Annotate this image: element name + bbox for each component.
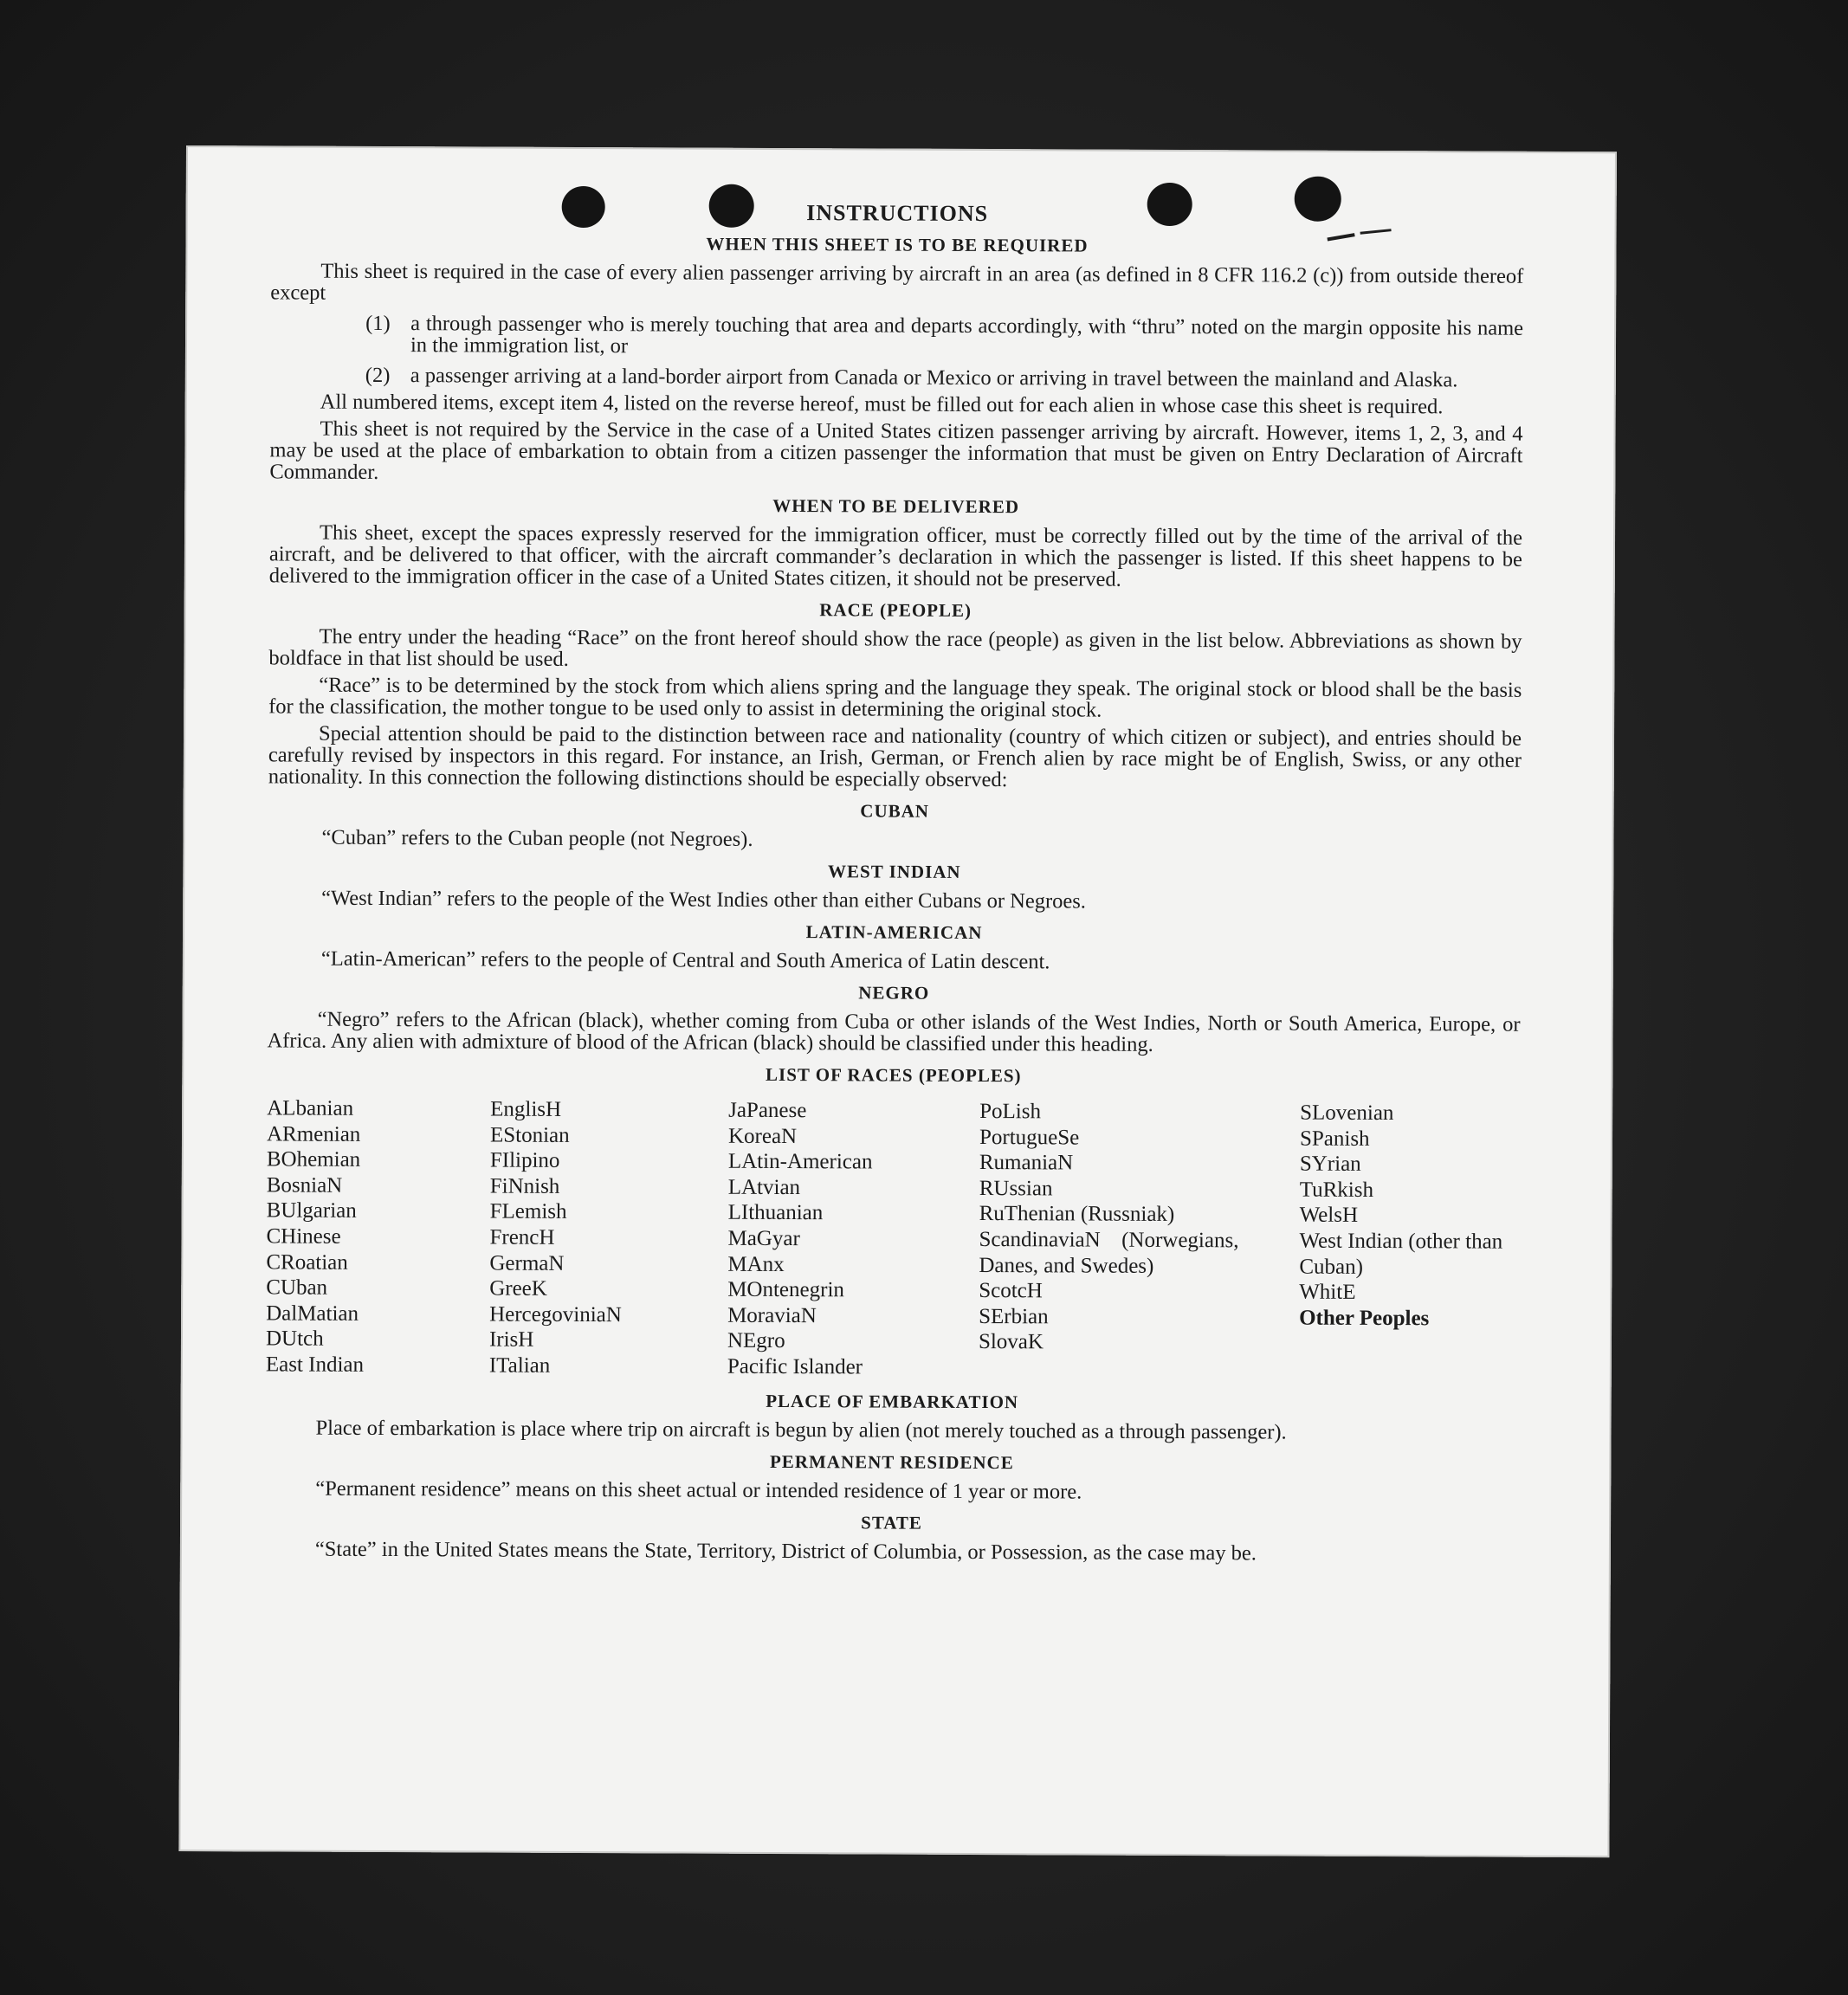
item-text: a passenger arriving at a land-border airport from Canada or Mexico or arriving in travel between the mainland and Alaska. (410, 364, 1458, 392)
paragraph: “Negro” refers to the African (black), whether coming from Cuba or other islands of the West Indies, North or South America, Europe, or Africa. Any alien with admixture of blood of the African (black) should be classified under this heading. (267, 1007, 1521, 1056)
races-column-2 (489, 1097, 728, 1380)
list-item (365, 313, 1523, 361)
race-entry: EStonian (489, 1123, 570, 1147)
race-entry: WhitE (1299, 1280, 1356, 1305)
paragraph: “West Indian” refers to the people of the West Indies other than either Cubans or Negroes. (321, 886, 1087, 914)
race-entry: JaPanese (728, 1098, 807, 1123)
paragraph: Place of embarkation is place where trip on aircraft is begun by alien (not merely touched as a through passenger). (315, 1416, 1287, 1444)
race-entry: FiNnish (489, 1174, 560, 1198)
race-entry: RumaniaN (979, 1151, 1074, 1175)
race-entry: LAtin-American (727, 1149, 873, 1174)
race-entry: FIlipino (489, 1148, 560, 1173)
race-entry: SErbian (979, 1304, 1049, 1329)
race-entry: West Indian (other than Cuban) (1299, 1229, 1503, 1279)
item-number: (1) (365, 311, 391, 336)
race-entry: FrencH (489, 1225, 555, 1249)
race-entry: KoreaN (727, 1124, 798, 1148)
paragraph: “Latin-American” refers to the people of Central and South America of Latin descent. (320, 946, 1050, 974)
race-entry: WelsH (1299, 1203, 1359, 1228)
race-entry: Pacific Islander (727, 1354, 863, 1379)
paragraph: This sheet is required in the case of every alien passenger arriving by aircraft in an area (as defined in 8 CFR 116.2 (c)) from outside thereof except (270, 259, 1524, 305)
paragraph: “State” in the United States means the State, Territory, District of Columbia, or Possession, as the case may be. (314, 1537, 1257, 1565)
paragraph: All numbered items, except item 4, listed on the reverse hereof, must be filled out for each alien in whose case this sheet is required. (320, 390, 1444, 419)
race-entry: RuThenian (Russniak) (979, 1202, 1175, 1227)
race-entry: FLemish (489, 1199, 567, 1224)
section-heading: PERMANENT RESIDENCE (769, 1450, 1014, 1473)
instruction-sheet (178, 145, 1617, 1857)
paragraph: This sheet, except the spaces expressly reserved for the immigration officer, must be correctly filled out by the time of the arrival of the aircraft, and be delivered to that officer, with the aircraft commander’s declaration in which the passenger is listed. If this sheet happens to be delivered to the immigration officer in the case of a United States citizen, it should not be preserved. (268, 520, 1523, 591)
section-heading: WEST INDIAN (828, 861, 961, 882)
races-column-5 (1299, 1101, 1520, 1384)
section-heading: CUBAN (860, 800, 930, 822)
paragraph: “Race” is to be determined by the stock from which aliens spring and the language they speak. The original stock or blood shall be the basis for the classification, the mother tongue to be used only to assist in determining the original stock. (268, 673, 1522, 722)
race-entry: RUssian (979, 1176, 1053, 1201)
race-entry: ALbanian (267, 1096, 354, 1120)
race-entry: MaGyar (727, 1226, 800, 1251)
race-entry: CUban (266, 1275, 328, 1300)
races-column-1 (266, 1095, 490, 1378)
races-column-3 (727, 1098, 979, 1381)
race-entry: BosniaN (266, 1173, 343, 1198)
race-entry: PoLish (979, 1100, 1042, 1124)
race-entry: Other Peoples (1299, 1306, 1430, 1331)
section-heading: PLACE OF EMBARKATION (766, 1390, 1019, 1412)
race-entry: LAtvian (727, 1175, 801, 1199)
section-heading: STATE (861, 1511, 922, 1533)
item-number: (2) (365, 363, 391, 388)
race-entry: MOntenegrin (727, 1277, 845, 1302)
section-heading: RACE (PEOPLE) (819, 599, 972, 621)
race-entry: ARmenian (266, 1122, 361, 1146)
race-entry: SYrian (1299, 1152, 1361, 1177)
section-heading: NEGRO (858, 982, 930, 1004)
race-entry: GreeK (489, 1276, 547, 1301)
paragraph: Special attention should be paid to the distinction between race and nationality (country of which citizen or subject), and entries should be carefully revised by inspectors in this regard. For instance, an Irish, German, or French alien by race might be of English, Swiss, or any other nationality. In this connection the following distinctions should be especially observed: (268, 721, 1522, 792)
race-entry: DalMatian (266, 1301, 359, 1326)
paragraph: “Cuban” refers to the Cuban people (not Negroes). (321, 825, 753, 851)
races-column-4 (979, 1099, 1300, 1382)
race-entry: IrisH (488, 1327, 534, 1353)
race-entry: ScandinaviaN (Norwegians, Danes, and Swedes) (979, 1227, 1239, 1278)
item-text: a through passenger who is merely touching that area and departs accordingly, with “thru” noted on the margin opposite his name in the immigration list, or (410, 312, 1524, 358)
page-title: INSTRUCTIONS (806, 200, 989, 227)
race-entry: TuRkish (1299, 1178, 1374, 1202)
paragraph: “Permanent residence” means on this sheet actual or intended residence of 1 year or more. (315, 1476, 1082, 1504)
race-entry: EnglisH (490, 1097, 562, 1121)
instructions-body (265, 199, 1524, 1570)
section-heading: LIST OF RACES (PEOPLES) (766, 1063, 1022, 1087)
paragraph: This sheet is not required by the Service in the case of a United States citizen passenger arriving by aircraft. However, items 1, 2, 3, and 4 may be used at the place of embarkation to obtain from a citizen passenger the information that must be given on Entry Declaration of Aircraft Commander. (269, 416, 1523, 484)
race-entry: BOhemian (266, 1147, 361, 1172)
race-entry: HercegoviniaN (489, 1302, 622, 1327)
race-entry: BUlgarian (266, 1198, 357, 1223)
race-entry: MAnx (727, 1252, 785, 1276)
section-heading: WHEN TO BE DELIVERED (772, 494, 1020, 518)
race-entry: CHinese (266, 1224, 341, 1249)
race-entry: GermaN (489, 1251, 565, 1275)
races-list (266, 1095, 1520, 1383)
race-entry: SLovenian (1300, 1101, 1394, 1126)
race-entry: CRoatian (266, 1249, 348, 1275)
race-entry: East Indian (265, 1353, 365, 1377)
race-entry: MoraviaN (727, 1303, 817, 1327)
race-entry: DUtch (265, 1327, 324, 1352)
section-heading: WHEN THIS SHEET IS TO BE REQUIRED (706, 233, 1089, 256)
list-item (365, 365, 1523, 391)
race-entry: NEgro (727, 1329, 785, 1353)
race-entry: LIthuanian (727, 1201, 824, 1225)
race-entry: ScotcH (979, 1279, 1043, 1303)
race-entry: ITalian (488, 1353, 551, 1378)
race-entry: SPanish (1299, 1127, 1370, 1151)
section-heading: LATIN-AMERICAN (805, 921, 983, 944)
paragraph: The entry under the heading “Race” on the front hereof should show the race (people) as given in the list below. Abbreviations as shown by boldface in that list should be used. (268, 624, 1522, 671)
race-entry: SlovaK (978, 1330, 1044, 1354)
race-entry: PortugueSe (979, 1125, 1080, 1150)
